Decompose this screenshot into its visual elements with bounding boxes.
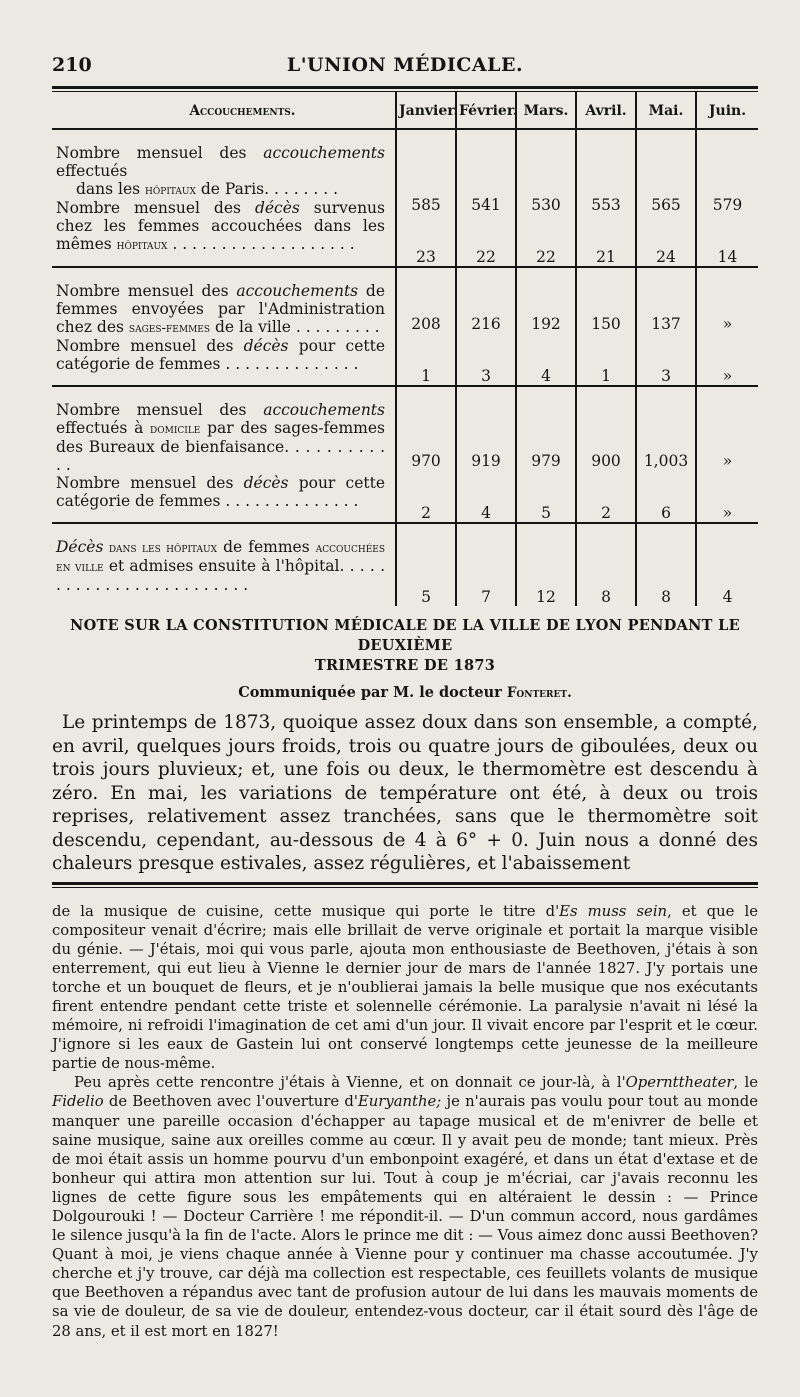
table-cell: 8	[636, 523, 696, 606]
column-header-month: Mai.	[636, 92, 696, 129]
table-cell: 137 3	[636, 267, 696, 386]
feuilleton-rule	[52, 882, 758, 888]
running-header	[52, 54, 758, 84]
table-cell: 579 14	[696, 129, 758, 267]
row-label: Nombre mensuel des accouchements effectués dans les hôpitaux de Paris. . . . . . . . Nombre mensuel des décès survenus chez les femmes accouchées dans les mêmes hôpitaux . . . . . . . . . . . . . . . . . . .	[52, 129, 396, 267]
column-header-month: Juin.	[696, 92, 758, 129]
row-label: Nombre mensuel des accouchements de femmes envoyées par l'Administration chez des sages-femmes de la ville . . . . . . . . . Nombre mensuel des décès pour cette catégorie de femmes . . . . . . . . . . . . . .	[52, 267, 396, 386]
table-cell: » »	[696, 386, 758, 523]
column-header-month: Février.	[456, 92, 516, 129]
table-cell: 919 4	[456, 386, 516, 523]
birth-statistics-table	[52, 92, 758, 606]
column-header-month: Avril.	[576, 92, 636, 129]
note-title-line: TRIMESTRE DE 1873	[314, 657, 496, 674]
table-header-row	[52, 92, 758, 129]
column-header-month: Mars.	[516, 92, 576, 129]
table-cell: 979 5	[516, 386, 576, 523]
author-name: Fonteret.	[506, 685, 572, 701]
table-cell: 553 21	[576, 129, 636, 267]
paragraph: de la musique de cuisine, cette musique qui porte le titre d'Es muss sein, et que le compositeur venait d'écrire; mais elle brillait de verve originale et portait la marque visible du génie. — J'étais, moi qui vous parle, ajouta mon enthousiaste de Beethoven, j'étais à son enterrement, qui eut lieu à Vienne le dernier jour de mars de l'année 1827. J'y portais une torche et un bouquet de fleurs, et je n'oublierai jamais la belle musique que nos exécutants firent entendre pendant cette triste et solennelle cérémonie. La paralysie n'avait ni lésé la mémoire, ni refroidi l'imagination de cet ami d'un jour. Il vivait encore par l'esprit et le cœur. J'ignore si les eaux de Gastein lui ont conservé longtemps cette jeunesse de la meilleure partie de nous-même.	[52, 902, 758, 1073]
note-title-line: NOTE SUR LA CONSTITUTION MÉDICALE DE LA VILLE DE LYON PENDANT LE DEUXIÈME	[70, 617, 740, 654]
table-cell: 530 22	[516, 129, 576, 267]
page-number: 210	[52, 54, 92, 76]
table-cell: 541 22	[456, 129, 516, 267]
table-cell: 970 2	[396, 386, 456, 523]
page	[52, 54, 758, 1341]
row-label: Décès dans les hôpitaux de femmes accouchées en ville et admises ensuite à l'hôpital. . . . . . . . . . . . . . . . . . . . . . . . .	[56, 538, 386, 594]
table-cell: » »	[696, 267, 758, 386]
note-title	[52, 616, 758, 676]
table-cell: 4	[696, 523, 758, 606]
table-cell: 900 2	[576, 386, 636, 523]
table-row-hospitals	[52, 129, 758, 267]
journal-title: L'UNION MÉDICALE.	[286, 54, 524, 76]
row-label: Nombre mensuel des accouchements effectués à domicile par des sages-femmes des Bureaux de bienfaisance. . . . . . . . . . . . Nombre mensuel des décès pour cette catégorie de femmes . . . . . . . . . . . . . .	[52, 386, 396, 523]
table-cell: 565 24	[636, 129, 696, 267]
table-cell: 208 1	[396, 267, 456, 386]
table-cell: 192 4	[516, 267, 576, 386]
column-header-month: Janvier.	[396, 92, 456, 129]
paragraph: Peu après cette rencontre j'étais à Vienne, et on donnait ce jour-là, à l'Opernttheater, le Fidelio de Beethoven avec l'ouverture d'Euryanthe; je n'aurais pas voulu pour tout au monde manquer une pareille occasion d'échapper au tapage musical et de m'enivrer de belle et saine musique, saine aux oreilles comme au cœur. Il y avait peu de monde; tant mieux. Près de moi était assis un homme pourvu d'un embonpoint exagéré, et dans un état d'extase et de bonheur qui attira mon attention sur lui. Tout à coup je m'écriai, car j'avais reconnu les lignes de cette figure sous les empâtements qui en altéraient le dessin : — Prince Dolgourouki ! — Docteur Carrière ! me répondit-il. — D'un commun accord, nous gardâmes le silence jusqu'à la fin de l'acte. Alors le prince me dit : — Vous aimez donc aussi Beethoven? Quant à moi, je viens chaque année à Vienne pour y continuer ma chasse accoutumée. J'y cherche et j'y trouve, car déjà ma collection est respectable, ces feuillets volants de musique que Beethoven a répandus avec tant de profusion autour de lui dans les mauvais moments de sa vie de douleur, de sa vie de douleur, entendez-vous docteur, car il était sourd dès l'âge de 28 ans, et il est mort en 1827!	[52, 1074, 758, 1340]
table-cell: 585 23	[396, 129, 456, 267]
feuilleton-text	[52, 902, 758, 1341]
table-cell: 216 3	[456, 267, 516, 386]
table-cell: 5	[396, 523, 456, 606]
note-author: Communiquée par M. le docteur Fonteret.	[238, 684, 572, 701]
table-cell: 7	[456, 523, 516, 606]
table-row-home	[52, 386, 758, 523]
column-header-label: Accouchements.	[52, 92, 396, 129]
table-row-hospital-deaths	[52, 523, 758, 606]
table-cell: 1,003 6	[636, 386, 696, 523]
note-body: Le printemps de 1873, quoique assez doux dans son ensemble, a compté, en avril, quelques jours froids, trois ou quatre jours de giboulées, deux ou trois jours pluvieux; et, une fois ou deux, le thermomètre est descendu à zéro. En mai, les variations de température ont été, à deux ou trois reprises, relativement assez tranchées, sans que le thermomètre soit descendu, cependant, au-dessous de 4 à 6° + 0. Juin nous a donné des chaleurs presque estivales, assez régulières, et l'abaissement	[52, 712, 758, 874]
table-cell: 12	[516, 523, 576, 606]
table-cell: 150 1	[576, 267, 636, 386]
table-row-midwives	[52, 267, 758, 386]
table-cell: 8	[576, 523, 636, 606]
